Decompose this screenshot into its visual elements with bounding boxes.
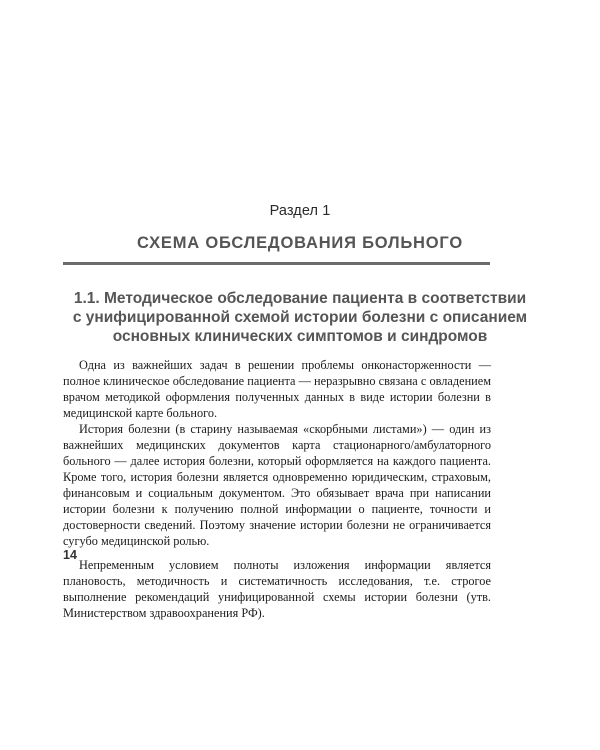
paragraph: История болезни (в старину называемая «скорбными листами») — один из важнейших медицинских документов карта стационарного/амбулаторного больного — далее история болезни, который оформляется на каждого пациента. Кроме того, история болезни является одновременно юридическим, страховым, финансовым и социальным документом. Это обязывает врача при написании истории болезни к получению полной информации о пациенте, точности и достоверности сведений. Поэтому значение истории болезни не ограничивается сугубо медицинской ролью. [63, 422, 491, 548]
paragraph: Одна из важнейших задач в решении проблемы онконасторженности — полное клиническое обследование пациента — неразрывно связана с овладением врачом методикой оформления полученных данных в виде истории болезни в медицинской карте больного. [63, 358, 491, 420]
title-underline-divider [63, 262, 490, 265]
subsection-heading-line: с унифицированной схемой истории болезни с описанием [72, 309, 528, 326]
paragraph: Непременным условием полноты изложения информации является плановость, методичность и систематичность исследования, т.е. строгое выполнение рекомендаций унифицированной схемы истории болезни (утв. Министерством здравоохранения РФ). [63, 558, 491, 620]
subsection-heading-line: 1.1. Методическое обследование пациента в соответствии [73, 290, 527, 307]
page-number: 14 [63, 548, 77, 562]
subsection-heading [40, 289, 560, 346]
body-text [63, 357, 491, 621]
section-title: СХЕМА ОБСЛЕДОВАНИЯ БОЛЬНОГО [137, 234, 463, 252]
section-label: Раздел 1 [269, 203, 331, 219]
subsection-heading-line: основных клинических симптомов и синдромов [112, 328, 488, 345]
